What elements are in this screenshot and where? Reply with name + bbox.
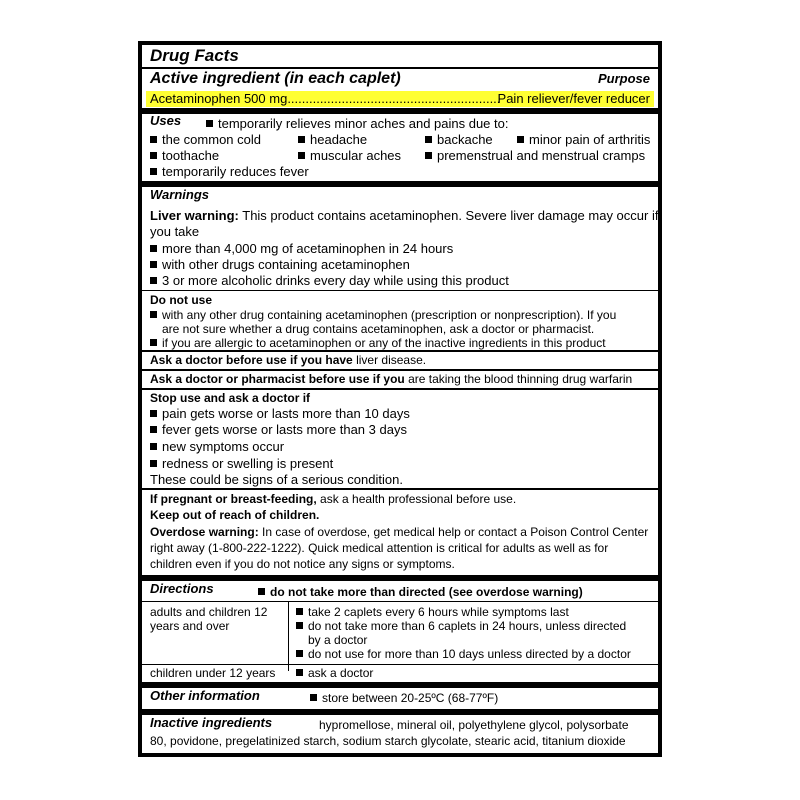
liver-item: more than 4,000 mg of acetaminophen in 24 hours	[150, 241, 650, 256]
directions-header: Directions	[150, 581, 214, 596]
uses-item: the common cold	[150, 132, 261, 147]
bullet-icon	[150, 443, 157, 450]
liver-item: 3 or more alcoholic drinks every day while using this product	[150, 273, 650, 288]
drug-facts-inner	[142, 45, 658, 753]
active-ingredient-name: Acetaminophen 500 mg	[150, 91, 288, 106]
other-info-item: store between 20-25ºC (68-77ºF)	[310, 691, 498, 706]
uses-item: premenstrual and menstrual cramps	[425, 148, 645, 163]
ask-pharmacist-line: Ask a doctor or pharmacist before use if you are taking the blood thinning drug warfarin	[150, 372, 633, 386]
inactive-text: hypromellose, mineral oil, polyethylene glycol, polysorbate	[319, 718, 629, 732]
bullet-icon	[298, 136, 305, 143]
dot-leader: ...........................................................	[287, 91, 501, 106]
bullet-icon	[517, 136, 524, 143]
bullet-icon	[425, 152, 432, 159]
directions-item-cont: by a doctor	[308, 633, 368, 647]
other-info-header: Other information	[150, 688, 260, 703]
inactive-header: Inactive ingredients	[150, 715, 273, 730]
bullet-icon	[150, 311, 157, 318]
divider	[142, 488, 658, 490]
table-row-rule	[142, 664, 658, 665]
table-column-rule	[288, 601, 289, 671]
bullet-icon	[150, 168, 157, 175]
active-ingredient-purpose: Pain reliever/fever reducer	[497, 91, 650, 106]
uses-header: Uses	[150, 113, 182, 128]
bullet-icon	[150, 152, 157, 159]
directions-item: take 2 caplets every 6 hours while symptoms last	[296, 605, 569, 620]
stop-item: fever gets worse or lasts more than 3 days	[150, 422, 650, 437]
bullet-icon	[296, 608, 303, 615]
active-ingredient-header: Active ingredient (in each caplet)	[150, 70, 401, 87]
pregnant-line: If pregnant or breast-feeding, ask a health professional before use.	[150, 492, 517, 506]
uses-item: backache	[425, 132, 493, 147]
bullet-icon	[296, 650, 303, 657]
bullet-icon	[150, 339, 157, 346]
divider	[142, 290, 658, 291]
do-not-use-item: if you are allergic to acetaminophen or any of the inactive ingredients in this product	[150, 336, 650, 351]
bullet-icon	[150, 410, 157, 417]
do-not-use-header: Do not use	[150, 293, 212, 307]
divider	[142, 369, 658, 371]
warnings-header: Warnings	[150, 187, 209, 202]
bullet-icon	[150, 136, 157, 143]
bullet-icon	[150, 245, 157, 252]
bullet-icon	[298, 152, 305, 159]
uses-item: minor pain of arthritis	[517, 132, 650, 147]
divider	[142, 350, 658, 352]
directions-item: ask a doctor	[296, 666, 373, 681]
do-not-use-item-cont: are not sure whether a drug contains acetaminophen, ask a doctor or pharmacist.	[162, 322, 595, 336]
stop-item: pain gets worse or lasts more than 10 days	[150, 406, 650, 421]
table-top-rule	[142, 601, 658, 602]
overdose-line-2: right away (1-800-222-1222). Quick medical attention is critical for adults as well as for	[150, 541, 609, 555]
uses-item: toothache	[150, 148, 219, 163]
bullet-icon	[150, 426, 157, 433]
drug-facts-title: Drug Facts	[150, 46, 239, 65]
bullet-icon	[310, 694, 317, 701]
stop-item: new symptoms occur	[150, 439, 650, 454]
drug-facts-panel	[138, 41, 662, 757]
liver-warning: Liver warning: This product contains acetaminophen. Severe liver damage may occur if	[150, 208, 659, 223]
liver-item: with other drugs containing acetaminophen	[150, 257, 650, 272]
uses-item: headache	[298, 132, 367, 147]
overdose-line: Overdose warning: In case of overdose, get medical help or contact a Poison Control Center	[150, 525, 649, 539]
stop-item: redness or swelling is present	[150, 456, 650, 471]
purpose-header: Purpose	[597, 71, 650, 86]
directions-item: do not take more than 6 caplets in 24 hours, unless directed	[296, 619, 626, 634]
keep-out-line: Keep out of reach of children.	[150, 508, 320, 522]
bullet-icon	[425, 136, 432, 143]
bullet-icon	[296, 622, 303, 629]
stop-use-header: Stop use and ask a doctor if	[150, 391, 311, 405]
bullet-icon	[296, 669, 303, 676]
stop-footer: These could be signs of a serious condition.	[150, 472, 403, 487]
inactive-text-cont: 80, povidone, pregelatinized starch, sodium starch glycolate, stearic acid, titanium dioxide	[150, 734, 626, 748]
thick-divider	[142, 575, 658, 581]
directions-item: do not use for more than 10 days unless directed by a doctor	[296, 647, 631, 662]
directions-note: do not take more than directed (see overdose warning)	[258, 585, 583, 600]
do-not-use-item: with any other drug containing acetaminophen (prescription or nonprescription). If you	[150, 308, 650, 323]
bullet-icon	[206, 120, 213, 127]
divider	[142, 388, 658, 390]
uses-fever: temporarily reduces fever	[150, 164, 309, 179]
directions-row1-label: adults and children 12	[150, 605, 268, 619]
uses-intro: temporarily relieves minor aches and pains due to:	[206, 116, 508, 131]
bullet-icon	[150, 277, 157, 284]
bullet-icon	[150, 261, 157, 268]
bullet-icon	[258, 588, 265, 595]
thick-divider	[142, 108, 658, 114]
overdose-line-3: children even if you do not notice any signs or symptoms.	[150, 557, 455, 571]
uses-item: muscular aches	[298, 148, 401, 163]
thick-divider	[142, 181, 658, 187]
divider	[142, 67, 658, 69]
bullet-icon	[150, 460, 157, 467]
ask-doctor-line: Ask a doctor before use if you have liver disease.	[150, 353, 427, 367]
directions-row2-label: children under 12 years	[150, 666, 276, 680]
directions-row1-label-cont: years and over	[150, 619, 230, 633]
liver-warning-cont: you take	[150, 224, 200, 239]
